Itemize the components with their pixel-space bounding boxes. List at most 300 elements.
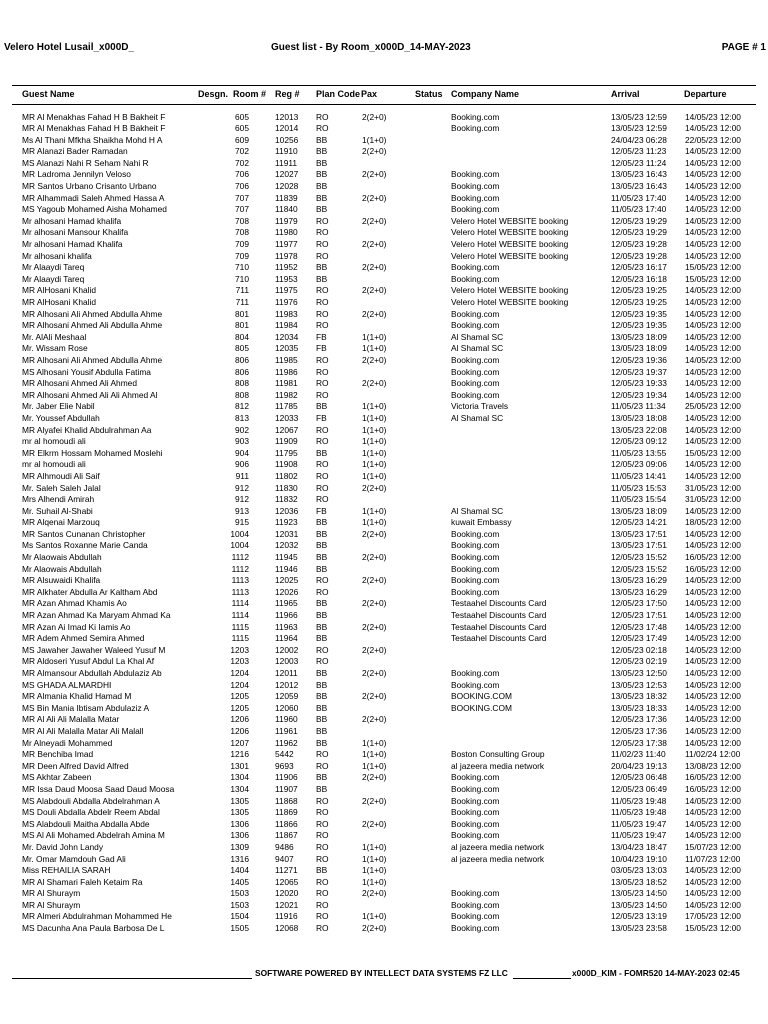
cell-pax: 2(2+0) [362, 714, 387, 725]
cell-departure: 15/05/23 12:00 [685, 923, 741, 934]
cell-name: MR Alhmoudi Ali Saif [22, 470, 100, 481]
cell-departure: 14/05/23 12:00 [685, 610, 741, 621]
cell-reg: 11866 [275, 818, 298, 829]
table-row [0, 448, 768, 460]
cell-departure: 14/05/23 12:00 [685, 331, 741, 342]
cell-reg: 11986 [275, 366, 298, 377]
cell-arrival: 13/05/23 12:59 [611, 111, 667, 122]
cell-name: MS Douli Abdalla Abdelr Reem Abdal [22, 807, 160, 818]
table-row [0, 656, 768, 668]
cell-plan: BB [316, 725, 328, 736]
cell-reg: 11909 [275, 436, 298, 447]
cell-name: Mr Alaaydi Tareq [22, 273, 85, 284]
col-designation: Desgn. [198, 89, 229, 99]
cell-name: MR Azan Ahmad Khamis Ao [22, 598, 127, 609]
cell-name: MR Al Ali Ali Malalla Matar [22, 714, 120, 725]
cell-departure: 31/05/23 12:00 [685, 494, 741, 505]
cell-company: kuwait Embassy [451, 517, 512, 528]
cell-reg: 12034 [275, 331, 299, 342]
cell-name: MR Elkrm Hossam Mohamed Moslehi [22, 447, 163, 458]
cell-arrival: 12/05/23 19:33 [611, 378, 667, 389]
cell-room: 801 [235, 308, 249, 319]
table-row [0, 146, 768, 158]
cell-arrival: 24/04/23 06:28 [611, 134, 667, 145]
cell-room: 1306 [230, 818, 249, 829]
cell-pax: 2(2+0) [362, 169, 387, 180]
cell-room: 1205 [230, 691, 249, 702]
cell-plan: BB [316, 169, 328, 180]
cell-reg: 12036 [275, 505, 299, 516]
cell-name: Mr alhosani Hamad Khalifa [22, 239, 123, 250]
cell-plan: FB [316, 505, 327, 516]
cell-reg: 11975 [275, 285, 298, 296]
cell-arrival: 12/05/23 06:48 [611, 772, 667, 783]
cell-plan: BB [316, 668, 328, 678]
cell-name: Mr. Suhail Al-Shabi [22, 505, 93, 516]
cell-plan: RO [316, 285, 329, 296]
table-row [0, 517, 768, 529]
cell-departure: 14/05/23 12:00 [685, 111, 741, 122]
cell-pax: 2(2+0) [362, 668, 387, 678]
cell-reg: 12014 [275, 123, 299, 134]
cell-reg: 12003 [275, 656, 299, 667]
cell-departure: 14/05/23 12:00 [685, 239, 741, 250]
table-row [0, 854, 768, 866]
cell-company: Testaahel Discounts Card [451, 621, 547, 632]
cell-name: MS Alanazi Nahi R Seham Nahi R [22, 157, 149, 168]
cell-name: MR Alsuwaidi Khalifa [22, 575, 101, 586]
cell-plan: RO [316, 749, 329, 760]
cell-name: MS Alabdouli Maitha Abdalla Abde [22, 818, 150, 829]
cell-name: MR Adem Ahmed Semira Ahmed [22, 633, 145, 644]
cell-company: Booking.com [451, 679, 500, 690]
cell-company: al jazeera media network [451, 760, 545, 771]
cell-room: 710 [235, 273, 249, 284]
cell-pax: 2(2+0) [362, 644, 387, 655]
cell-plan: BB [316, 552, 328, 563]
cell-room: 706 [235, 181, 249, 192]
cell-arrival: 13/05/23 14:50 [611, 888, 667, 899]
cell-company: al jazeera media network [451, 853, 545, 864]
cell-pax: 1(1+0) [362, 412, 387, 423]
cell-departure: 16/05/23 12:00 [685, 552, 741, 563]
cell-name: Miss REHAILIA SARAH [22, 865, 111, 876]
cell-reg: 12065 [275, 876, 299, 887]
cell-departure: 17/05/23 12:00 [685, 911, 741, 922]
cell-reg: 11976 [275, 297, 298, 307]
cell-reg: 12059 [275, 691, 299, 702]
cell-departure: 14/05/23 12:00 [685, 320, 741, 331]
header-top-rule [12, 85, 756, 86]
cell-plan: RO [316, 436, 329, 447]
cell-arrival: 13/05/23 18:08 [611, 412, 667, 423]
cell-name: MR Aldoseri Yusuf Abdul La Khal Af [22, 656, 155, 667]
cell-room: 605 [235, 123, 249, 134]
cell-departure: 14/05/23 12:00 [685, 528, 741, 539]
cell-arrival: 12/05/23 19:35 [611, 320, 667, 331]
cell-departure: 14/05/23 12:00 [685, 470, 741, 481]
cell-reg: 12026 [275, 586, 299, 597]
table-row [0, 668, 768, 680]
cell-company: Booking.com [451, 192, 500, 203]
cell-departure: 14/05/23 12:00 [685, 123, 741, 134]
cell-departure: 15/07/23 12:00 [685, 841, 741, 852]
cell-room: 708 [235, 227, 249, 238]
cell-plan: RO [316, 644, 329, 655]
cell-pax: 2(2+0) [362, 795, 387, 806]
cell-name: MR Almania Khalid Hamad M [22, 691, 132, 702]
cell-departure: 14/05/23 12:00 [685, 227, 741, 238]
cell-name: Mr. Wissam Rose [22, 343, 88, 354]
cell-pax: 2(2+0) [362, 378, 387, 389]
cell-plan: BB [316, 714, 328, 725]
cell-name: MR Ladroma Jennilyn Veloso [22, 169, 131, 180]
cell-plan: FB [316, 343, 327, 354]
cell-reg: 11785 [275, 401, 298, 412]
cell-arrival: 12/05/23 06:49 [611, 783, 667, 794]
cell-pax: 1(1+0) [362, 760, 387, 771]
cell-room: 1305 [230, 807, 249, 818]
cell-departure: 14/05/23 12:00 [685, 285, 741, 296]
cell-name: MS Akhtar Zabeen [22, 772, 92, 783]
cell-arrival: 12/05/23 14:21 [611, 517, 667, 528]
table-row [0, 378, 768, 390]
cell-plan: BB [316, 679, 328, 690]
cell-arrival: 12/05/23 17:36 [611, 725, 667, 736]
cell-departure: 11/02/24 12:00 [685, 749, 741, 760]
table-row [0, 552, 768, 564]
cell-plan: BB [316, 563, 328, 574]
cell-room: 805 [235, 343, 249, 354]
cell-departure: 22/05/23 12:00 [685, 134, 741, 145]
cell-departure: 14/05/23 12:00 [685, 204, 741, 215]
cell-plan: RO [316, 853, 329, 864]
cell-pax: 2(2+0) [362, 239, 387, 250]
cell-company: Booking.com [451, 911, 500, 922]
cell-arrival: 11/05/23 13:55 [611, 447, 667, 458]
table-row [0, 598, 768, 610]
cell-name: Ms Al Thani Mfkha Shaikha Mohd H A [22, 134, 163, 145]
cell-arrival: 12/05/23 16:18 [611, 273, 667, 284]
cell-reg: 11923 [275, 517, 298, 528]
cell-pax: 1(1+0) [362, 424, 387, 435]
table-row [0, 761, 768, 773]
table-row [0, 877, 768, 889]
cell-plan: BB [316, 610, 328, 621]
cell-pax: 1(1+0) [362, 401, 387, 412]
cell-room: 1301 [230, 760, 249, 771]
table-row [0, 749, 768, 761]
cell-company: Testaahel Discounts Card [451, 633, 547, 644]
cell-name: MS Dacunha Ana Paula Barbosa De L [22, 923, 165, 934]
cell-arrival: 13/05/23 18:52 [611, 876, 667, 887]
cell-reg: 12033 [275, 412, 299, 423]
cell-arrival: 12/05/23 17:49 [611, 633, 667, 644]
cell-departure: 25/05/23 12:00 [685, 401, 741, 412]
cell-company: Booking.com [451, 123, 500, 134]
cell-departure: 14/05/23 12:00 [685, 644, 741, 655]
table-row [0, 158, 768, 170]
cell-pax: 2(2+0) [362, 818, 387, 829]
cell-arrival: 12/05/23 13:19 [611, 911, 667, 922]
cell-pax: 1(1+0) [362, 737, 387, 748]
cell-room: 1204 [230, 668, 249, 678]
table-row [0, 367, 768, 379]
cell-departure: 14/05/23 12:00 [685, 737, 741, 748]
cell-arrival: 13/05/23 22:08 [611, 424, 667, 435]
cell-arrival: 12/05/23 19:35 [611, 308, 667, 319]
cell-arrival: 12/05/23 19:28 [611, 239, 667, 250]
cell-name: MS Yagoub Mohamed Aisha Mohamed [22, 204, 167, 215]
cell-room: 808 [235, 378, 249, 389]
cell-company: Booking.com [451, 354, 500, 365]
cell-company: Velero Hotel WEBSITE booking [451, 297, 569, 307]
cell-room: 1004 [230, 540, 249, 551]
cell-arrival: 13/05/23 18:09 [611, 331, 667, 342]
cell-company: al jazeera media network [451, 841, 545, 852]
cell-departure: 14/05/23 12:00 [685, 807, 741, 818]
table-row [0, 251, 768, 263]
cell-plan: BB [316, 146, 328, 157]
cell-name: Mr alhosani Mansour Khalifa [22, 227, 129, 238]
cell-plan: RO [316, 830, 329, 841]
cell-pax: 1(1+0) [362, 876, 387, 887]
table-row [0, 239, 768, 251]
cell-plan: RO [316, 470, 329, 481]
cell-pax: 2(2+0) [362, 146, 387, 157]
cell-room: 706 [235, 169, 249, 180]
cell-plan: RO [316, 250, 329, 261]
cell-company: Velero Hotel WEBSITE booking [451, 250, 569, 261]
cell-reg: 12025 [275, 575, 299, 586]
cell-arrival: 11/05/23 14:41 [611, 470, 667, 481]
cell-room: 702 [235, 146, 249, 157]
cell-room: 1112 [231, 563, 249, 574]
cell-name: MR Santos Cunanan Christopher [22, 528, 146, 539]
cell-room: 1404 [230, 865, 249, 876]
cell-reg: 11964 [275, 633, 298, 644]
cell-name: MR Al Menakhas Fahad H B Bakheit F [22, 123, 166, 134]
cell-departure: 14/05/23 12:00 [685, 297, 741, 307]
cell-pax: 2(2+0) [362, 285, 387, 296]
cell-reg: 11802 [275, 470, 298, 481]
cell-name: MR AlHosani Khalid [22, 285, 97, 296]
cell-pax: 1(1+0) [362, 865, 387, 876]
cell-company: Booking.com [451, 378, 500, 389]
cell-name: Mr Alneyadi Mohammed [22, 737, 113, 748]
cell-arrival: 13/05/23 17:51 [611, 528, 667, 539]
cell-pax: 1(1+0) [362, 517, 387, 528]
cell-pax: 1(1+0) [362, 911, 387, 922]
cell-plan: RO [316, 888, 329, 899]
cell-name: MR Alhosani Ahmed Ali Ali Ahmed Al [22, 389, 158, 400]
cell-arrival: 12/05/23 19:34 [611, 389, 667, 400]
cell-room: 801 [235, 320, 249, 331]
cell-reg: 12013 [275, 111, 299, 122]
cell-pax: 1(1+0) [362, 470, 387, 481]
cell-pax: 2(2+0) [362, 215, 387, 226]
cell-name: Mr Alaaydi Tareq [22, 262, 85, 273]
cell-departure: 14/05/23 12:00 [685, 459, 741, 470]
cell-room: 1203 [230, 656, 249, 667]
col-company: Company Name [451, 89, 520, 99]
cell-plan: BB [316, 633, 328, 644]
cell-name: MR Santos Urbano Crisanto Urbano [22, 181, 157, 192]
cell-company: Booking.com [451, 923, 500, 934]
cell-arrival: 11/05/23 19:47 [611, 818, 667, 829]
table-row [0, 888, 768, 900]
cell-departure: 14/05/23 12:00 [685, 586, 741, 597]
cell-departure: 14/05/23 12:00 [685, 598, 741, 609]
cell-company: Booking.com [451, 899, 500, 910]
cell-pax: 2(2+0) [362, 111, 387, 122]
cell-company: Al Shamal SC [451, 505, 504, 516]
cell-reg: 11840 [275, 204, 298, 215]
cell-room: 1405 [230, 876, 249, 887]
footer-rule-left [12, 978, 252, 979]
cell-pax: 2(2+0) [362, 888, 387, 899]
table-row [0, 123, 768, 135]
col-departure: Departure [684, 89, 727, 99]
cell-plan: BB [316, 192, 328, 203]
cell-reg: 11907 [275, 783, 298, 794]
cell-reg: 9693 [275, 760, 294, 771]
table-row [0, 714, 768, 726]
cell-room: 702 [235, 157, 249, 168]
cell-name: MR Alhammadi Saleh Ahmed Hassa A [22, 192, 165, 203]
table-row [0, 784, 768, 796]
table-row [0, 343, 768, 355]
cell-arrival: 13/05/23 12:53 [611, 679, 667, 690]
cell-departure: 14/05/23 12:00 [685, 818, 741, 829]
cell-arrival: 20/04/23 19:13 [611, 760, 667, 771]
cell-company: Booking.com [451, 668, 500, 678]
cell-plan: BB [316, 181, 328, 192]
cell-room: 1204 [230, 679, 249, 690]
cell-plan: RO [316, 482, 329, 493]
cell-name: MS Alabdouli Abdalla Abdelrahman A [22, 795, 160, 806]
cell-reg: 10256 [275, 134, 299, 145]
cell-name: MR Alhosani Ahmed Ali Abdulla Ahme [22, 320, 163, 331]
cell-room: 1216 [230, 749, 249, 760]
cell-departure: 14/05/23 12:00 [685, 876, 741, 887]
cell-name: Mr. Youssef Abdullah [22, 412, 100, 423]
cell-company: Booking.com [451, 552, 500, 563]
table-row [0, 923, 768, 935]
table-row [0, 436, 768, 448]
table-row [0, 181, 768, 193]
cell-name: MS Alhosani Yousif Abdulla Fatima [22, 366, 151, 377]
cell-company: Booking.com [451, 795, 500, 806]
cell-departure: 14/05/23 12:00 [685, 354, 741, 365]
cell-room: 707 [235, 192, 249, 203]
cell-pax: 2(2+0) [362, 923, 387, 934]
cell-plan: RO [316, 923, 329, 934]
cell-arrival: 11/05/23 19:48 [611, 795, 667, 806]
cell-plan: RO [316, 424, 329, 435]
cell-name: Mr. AlAli Meshaal [22, 331, 87, 342]
cell-departure: 14/05/23 12:00 [685, 865, 741, 876]
cell-plan: BB [316, 772, 328, 783]
cell-pax: 1(1+0) [362, 343, 387, 354]
cell-departure: 14/05/23 12:00 [685, 146, 741, 157]
cell-company: BOOKING.COM [451, 691, 512, 702]
cell-departure: 14/05/23 12:00 [685, 899, 741, 910]
cell-name: Mr. David John Landy [22, 841, 104, 852]
cell-room: 806 [235, 366, 249, 377]
cell-company: Booking.com [451, 818, 500, 829]
cell-arrival: 12/05/23 15:52 [611, 563, 667, 574]
cell-room: 813 [235, 412, 249, 423]
table-row [0, 320, 768, 332]
cell-reg: 11952 [275, 262, 298, 273]
table-row [0, 900, 768, 912]
cell-departure: 18/05/23 12:00 [685, 517, 741, 528]
cell-plan: RO [316, 389, 329, 400]
cell-reg: 11977 [275, 239, 298, 250]
cell-name: Mr alhosani Hamad khalifa [22, 215, 122, 226]
table-row [0, 297, 768, 309]
cell-reg: 11868 [275, 795, 298, 806]
cell-plan: RO [316, 308, 329, 319]
cell-departure: 16/05/23 12:00 [685, 563, 741, 574]
cell-pax: 1(1+0) [362, 459, 387, 470]
cell-room: 707 [235, 204, 249, 215]
cell-company: Booking.com [451, 366, 500, 377]
table-row [0, 842, 768, 854]
cell-arrival: 11/05/23 19:48 [611, 807, 667, 818]
cell-departure: 14/05/23 12:00 [685, 691, 741, 702]
cell-arrival: 13/05/23 14:50 [611, 899, 667, 910]
cell-room: 1205 [230, 702, 249, 713]
cell-room: 708 [235, 215, 249, 226]
cell-plan: RO [316, 586, 329, 597]
cell-plan: BB [316, 528, 328, 539]
cell-reg: 11795 [275, 447, 298, 458]
cell-plan: BB [316, 157, 328, 168]
footer-report-id: x000D_KIM - FOMR520 14-MAY-2023 02:45 [572, 968, 740, 978]
cell-room: 1505 [230, 923, 249, 934]
cell-name: MR Alyafei Khalid Abdulrahman Aa [22, 424, 152, 435]
cell-plan: RO [316, 494, 329, 505]
table-row [0, 830, 768, 842]
cell-departure: 14/05/23 12:00 [685, 505, 741, 516]
cell-reg: 11960 [275, 714, 298, 725]
cell-name: MR Alhosani Ahmed Ali Ahmed [22, 378, 137, 389]
cell-plan: RO [316, 760, 329, 771]
cell-plan: BB [316, 691, 328, 702]
cell-reg: 11906 [275, 772, 298, 783]
cell-arrival: 11/05/23 17:40 [611, 192, 667, 203]
cell-pax: 1(1+0) [362, 134, 387, 145]
cell-reg: 12031 [275, 528, 299, 539]
cell-arrival: 12/05/23 09:06 [611, 459, 667, 470]
cell-name: Mr Alaowais Abdullah [22, 563, 102, 574]
cell-reg: 11911 [275, 157, 298, 168]
table-row [0, 425, 768, 437]
cell-pax: 2(2+0) [362, 308, 387, 319]
cell-plan: BB [316, 401, 328, 412]
cell-room: 913 [235, 505, 249, 516]
cell-name: mr al homoudi ali [22, 436, 86, 447]
cell-room: 1207 [230, 737, 249, 748]
cell-pax: 2(2+0) [362, 528, 387, 539]
table-row [0, 483, 768, 495]
table-row [0, 471, 768, 483]
cell-pax: 2(2+0) [362, 262, 387, 273]
table-row [0, 807, 768, 819]
cell-pax: 1(1+0) [362, 436, 387, 447]
